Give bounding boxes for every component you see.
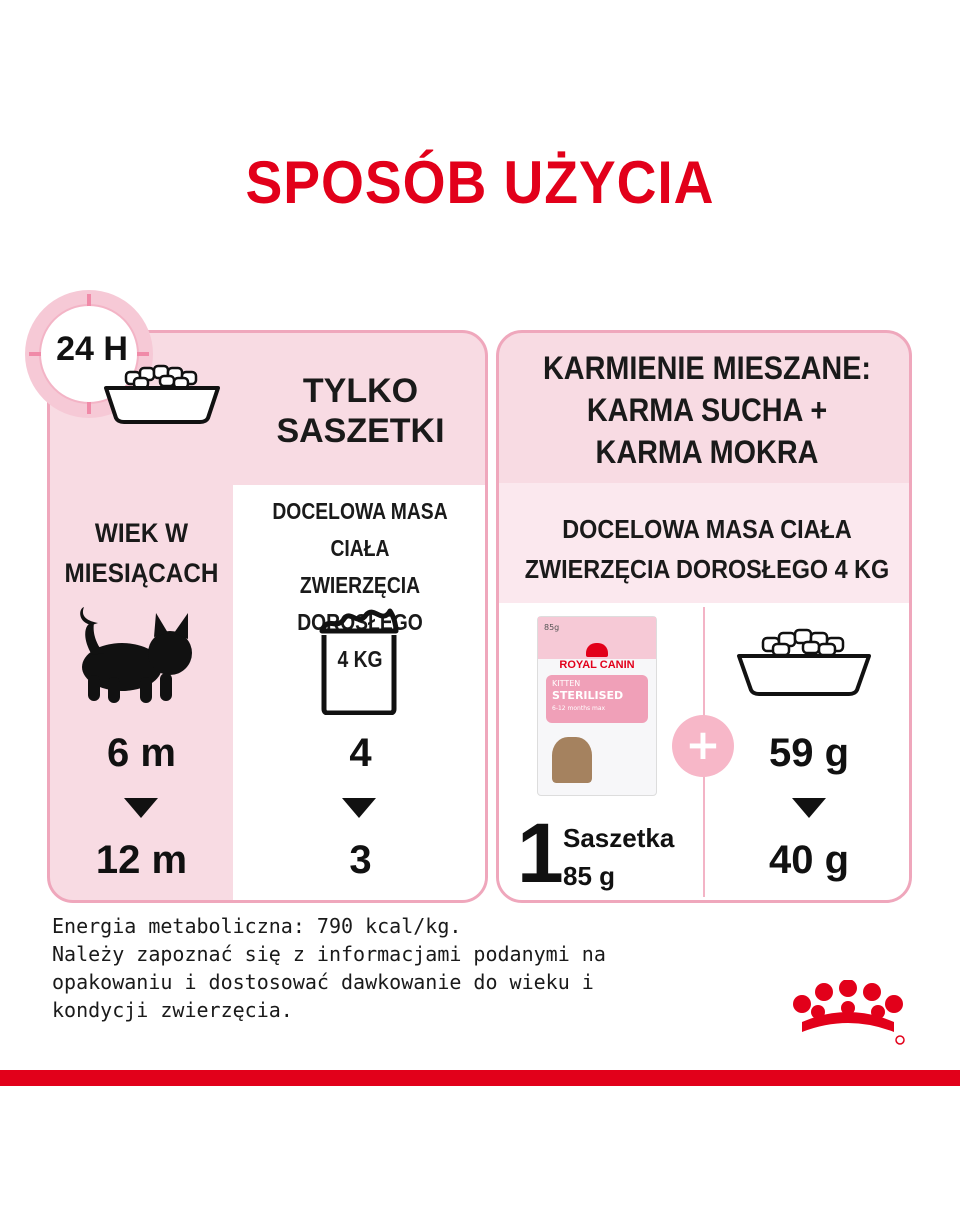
crown-icon bbox=[586, 643, 608, 657]
target-label-line: ZWIERZĘCIA DOROSŁEGO 4 KG bbox=[524, 554, 890, 584]
dry-from: 59 g bbox=[768, 731, 850, 775]
clock-tick bbox=[87, 294, 91, 306]
kitten-icon bbox=[70, 605, 200, 705]
sachets-to: 3 bbox=[349, 838, 372, 882]
sachet-icon bbox=[318, 605, 400, 715]
royal-canin-crown-logo bbox=[788, 980, 908, 1050]
target-label-line: DOCELOWA MASA CIAŁA bbox=[272, 498, 448, 561]
age-label bbox=[59, 513, 224, 593]
note-line: Energia metaboliczna: 790 kcal/kg. bbox=[52, 914, 462, 938]
pouch-image bbox=[537, 616, 657, 796]
clock-tick bbox=[137, 352, 149, 356]
feeding-note bbox=[52, 912, 692, 1024]
pouch-line2: STERILISED bbox=[552, 689, 624, 702]
mixed-feeding-header bbox=[520, 347, 894, 473]
pouch-line1: KITTEN bbox=[552, 679, 581, 688]
footer-bar bbox=[0, 1070, 960, 1086]
dry-to: 40 g bbox=[768, 838, 850, 882]
sachet-word: Saszetka bbox=[563, 823, 675, 853]
bowl-icon bbox=[733, 626, 875, 696]
clock-label: 24 H bbox=[56, 330, 128, 368]
target-label-line: ZWIERZĘCIA DOROSŁEGO bbox=[297, 572, 423, 635]
pouch-brand: ROYAL CANIN bbox=[559, 659, 635, 671]
header-line: TYLKO bbox=[302, 372, 419, 410]
header-line: SASZETKI bbox=[276, 412, 445, 450]
age-label-line: MIESIĄCACH bbox=[64, 558, 219, 588]
age-label-line: WIEK W bbox=[94, 518, 189, 548]
target-label-line: DOCELOWA MASA CIAŁA bbox=[562, 514, 852, 544]
sachets-from: 4 bbox=[349, 731, 372, 775]
note-line: opakowaniu i dostosować dawkowanie do wieku i bbox=[52, 970, 594, 994]
age-from: 6 m bbox=[107, 731, 176, 775]
age-to: 12 m bbox=[95, 838, 188, 882]
sachet-weight: 85 g bbox=[563, 861, 616, 891]
kitten-photo bbox=[552, 737, 592, 783]
bowl-icon bbox=[100, 362, 224, 424]
pouch-line3: 6-12 months max bbox=[552, 705, 606, 712]
arrow-down-icon bbox=[124, 798, 158, 818]
target-label-line: 4 KG bbox=[337, 646, 383, 672]
arrow-down-icon bbox=[342, 798, 376, 818]
mixed-target-label bbox=[511, 509, 903, 589]
note-line: Należy zapoznać się z informacjami podanymi na bbox=[52, 942, 606, 966]
note-line: kondycji zwierzęcia. bbox=[52, 998, 293, 1022]
pouch-weight: 85g bbox=[544, 623, 560, 632]
plus-icon: + bbox=[672, 715, 734, 777]
single-feeding-header bbox=[233, 371, 488, 451]
arrow-down-icon bbox=[792, 798, 826, 818]
sachet-count: 1 bbox=[517, 806, 564, 900]
header-line: KARMA SUCHA + bbox=[586, 392, 828, 428]
page-title: SPOSÓB UŻYCIA bbox=[245, 149, 715, 216]
clock-tick bbox=[29, 352, 41, 356]
clock-tick bbox=[87, 402, 91, 414]
header-line: KARMA MOKRA bbox=[595, 434, 819, 470]
header-line: KARMIENIE MIESZANE: bbox=[542, 350, 871, 386]
